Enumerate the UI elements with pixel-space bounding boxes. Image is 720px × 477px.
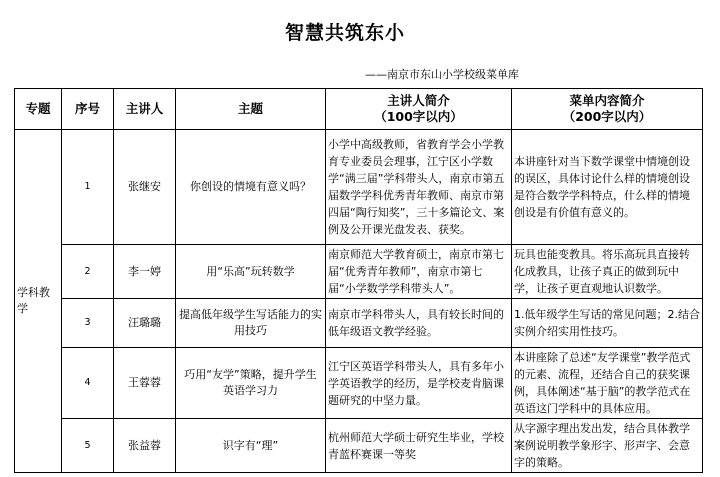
row-menu: 1.低年级学生写话的常见问题；2.结合实例介绍实用性技巧。 (512, 299, 703, 348)
menu-table (14, 88, 703, 473)
row-menu: 从字源字理出发出发，结合具体教学案例说明教学象形字、形声字、会意字的策略。 (512, 419, 703, 473)
header-intro-limit: （100字以内） (374, 109, 463, 124)
row-theme: 识字有“理” (176, 419, 326, 473)
header-theme: 主题 (176, 89, 326, 130)
row-speaker: 张继安 (114, 130, 176, 245)
table-row (15, 299, 703, 348)
row-index: 1 (62, 130, 114, 245)
page-title: 智慧共筑东小 (284, 22, 405, 44)
row-theme: 你创设的情境有意义吗？ (176, 130, 326, 245)
row-index: 3 (62, 299, 114, 348)
header-menu-limit: （200字以内） (562, 109, 652, 124)
row-index: 2 (62, 245, 114, 299)
page-subtitle: ——南京市东山小学校级菜单库 (365, 68, 519, 81)
header-speaker: 主讲人 (114, 89, 176, 130)
table-header-row (15, 89, 703, 130)
row-index: 5 (62, 419, 114, 473)
row-speaker: 汪璐璐 (114, 299, 176, 348)
row-intro: 南京市学科带头人，具有较长时间的低年级语文教学经验。 (326, 299, 512, 348)
table-row (15, 245, 703, 299)
header-menu-title: 菜单内容简介 (569, 93, 645, 108)
row-speaker: 李一婷 (114, 245, 176, 299)
header-index: 序号 (62, 89, 114, 130)
row-intro: 江宁区英语学科带头人，具有多年小学英语教学的经历，是学校麦肯脑课题研究的中坚力量。 (326, 348, 512, 419)
row-theme: 用“乐高”玩转数学 (176, 245, 326, 299)
table-row (15, 130, 703, 245)
row-speaker: 王蓉蓉 (114, 348, 176, 419)
header-menu (512, 89, 703, 130)
header-intro-title: 主讲人简介 (387, 93, 450, 108)
header-intro (326, 89, 512, 130)
row-menu: 玩具也能变教具。将乐高玩具直接转化成教具，让孩子真正的做到玩中学，让孩子更直观地认识数学。 (512, 245, 703, 299)
topic-cell: 学科教学 (15, 130, 62, 473)
row-speaker: 张益蓉 (114, 419, 176, 473)
row-theme: 提高低年级学生写话能力的实用技巧 (176, 299, 326, 348)
row-menu: 本讲座除了总述“友学课堂”教学范式的元素、流程，还结合自己的获奖课例，具体阐述“基于脑”的教学范式在英语这门学科中的具体应用。 (512, 348, 703, 419)
row-intro: 南京师范大学教育硕士，南京市第七届“优秀青年教师”，南京市第七届“小学数学学科带头人”。 (326, 245, 512, 299)
row-theme: 巧用“友学”策略，提升学生英语学习力 (176, 348, 326, 419)
table-row (15, 348, 703, 419)
header-topic: 专题 (15, 89, 62, 130)
row-intro: 杭州师范大学硕士研究生毕业，学校青蓝杯赛课一等奖 (326, 419, 512, 473)
table-row (15, 419, 703, 473)
row-intro: 小学中高级教师，省教育学会小学教育专业委员会理事，江宁区小学数学“满三届”学科带头人，南京市第五届数学学科优秀青年教师、南京市第四届“陶行知奖”，三十多篇论文、案例及公开课光盘发表、获奖。 (326, 130, 512, 245)
row-menu: 本讲座针对当下数学课堂中情境创设的误区，具体讨论什么样的情境创设是符合数学学科特点，什么样的情境创设是有价值有意义的。 (512, 130, 703, 245)
row-index: 4 (62, 348, 114, 419)
